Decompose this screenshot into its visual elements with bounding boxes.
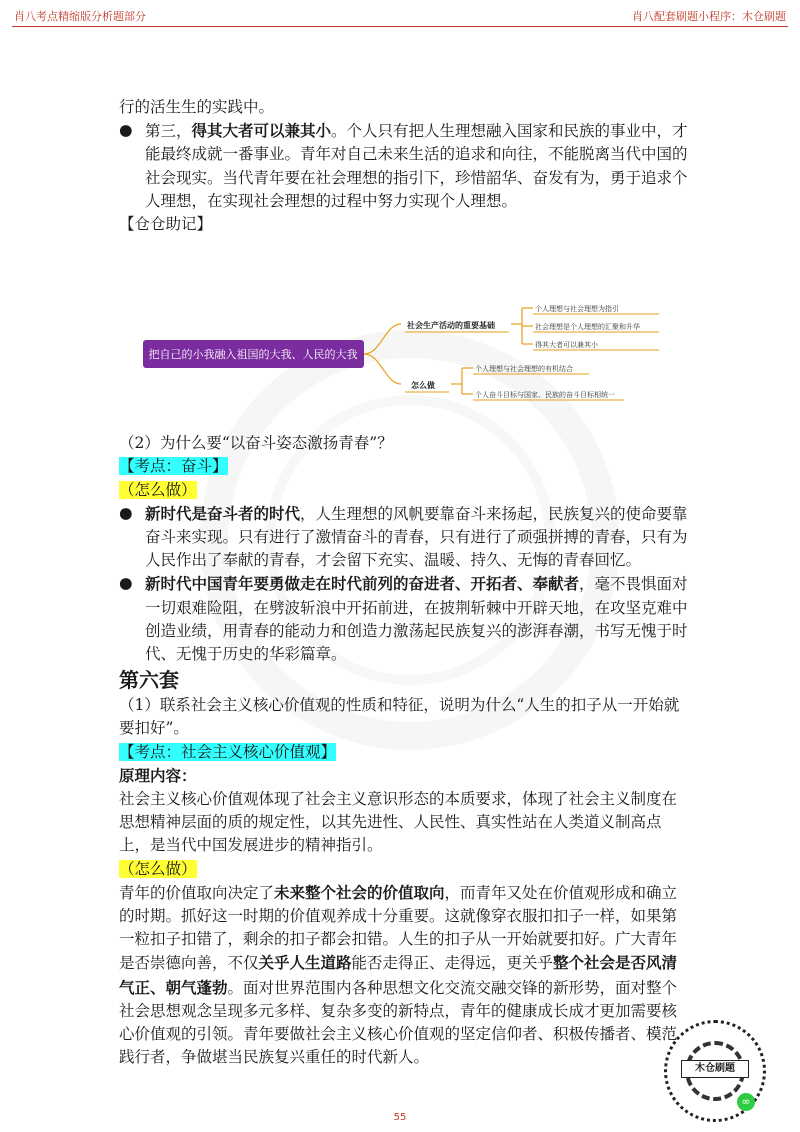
bullet-text: ，人生理想的风帆要靠奋斗来扬起，民族复兴的使命要靠奋斗来实现。只有进行了激情奋斗的青春，只有进行了顽强拼搏的青春，只有为人民作出了奉献的青春，才会留下充实、温暖、持久、无悔的青春回忆。 [145, 504, 688, 570]
principle-title: 原理内容： [119, 765, 197, 785]
mnemonic-title: 【仓仓助记】 [119, 215, 213, 234]
mindmap-leaf: 个人理想与社会理想的有机结合 [475, 365, 573, 374]
mindmap-branch-2: 怎么做 [411, 381, 435, 391]
mindmap-leaf: 个人理想与社会理想为指引 [535, 305, 619, 314]
bullet-bold: 得其大者可以兼其小 [191, 121, 332, 141]
bullet-icon: ● [119, 503, 133, 522]
mindmap-svg [119, 236, 689, 432]
bullet-text: ，毫不畏惧面对一切艰难险阻，在劈波斩浪中开拓前进，在披荆斩棘中开辟天地，在攻坚克难中创造业绩，用青春的能动力和创造力激荡起民族复兴的澎湃春潮，书写无愧于时代、无愧于历史的华彩篇章。 [145, 575, 688, 664]
header-divider [12, 26, 788, 27]
header-right: 肖八配套刷题小程序：木仓刷题 [632, 10, 786, 23]
keypoint-fendou: 【考点：奋斗】 [119, 457, 228, 476]
bullet-item [119, 572, 689, 666]
howto-label-2: （怎么做） [119, 859, 197, 878]
bullet-bold: 新时代中国青年要勇做走在时代前列的奋进者、开拓者、奉献者 [145, 574, 580, 594]
final-paragraph [119, 881, 689, 1070]
text-run: 青年的价值取向决定了 [119, 883, 275, 902]
mini-program-icon: ∞ [737, 1093, 755, 1111]
mindmap [119, 236, 689, 432]
text-run: 。面对世界范围内各种思想文化交流交融交锋的新形势，面对整个社会思想观念呈现多元多样、复杂多变的新特点，青年的健康成长成才更加需要核心价值观的引领。青年要做社会主义核心价值观的坚定信仰者、积极传播者、模范践行者，争做堪当民族复兴重任的时代新人。 [119, 978, 678, 1067]
bullet-bold: 新时代是奋斗者的时代 [145, 503, 301, 523]
page-content [119, 96, 689, 1070]
mindmap-root-label: 把自己的小我融入祖国的大我、人民的大我 [148, 348, 358, 362]
mindmap-branch-1: 社会生产活动的重要基础 [407, 321, 495, 331]
bold-run: 未来整个社会的价值取向 [274, 882, 445, 902]
paragraph: 行的活生生的实践中。 [119, 98, 275, 116]
bullet-item [119, 119, 689, 213]
question-1: （1）联系社会主义核心价值观的性质和特征，说明为什么“人生的扣子从一开始就要扣好”。 [119, 696, 680, 738]
mindmap-leaf: 社会理想是个人理想的汇聚和升华 [535, 323, 640, 332]
bullet-icon: ● [119, 121, 133, 140]
keypoint-core-values: 【考点：社会主义核心价值观】 [119, 742, 337, 761]
bullet-icon: ● [119, 574, 133, 593]
qr-label: 木仓刷题 [681, 1060, 749, 1078]
page-number: 55 [393, 1112, 407, 1123]
mindmap-leaf: 个人奋斗目标与国家、民族的奋斗目标相统一 [475, 391, 615, 400]
section-title: 第六套 [119, 668, 179, 693]
principle-text: 社会主义核心价值观体现了社会主义意识形态的本质要求，体现了社会主义制度在思想精神层面的质的规定性，以其先进性、人民性、真实性站在人类道义制高点上，是当代中国发展进步的精神指引。 [119, 790, 678, 855]
text-run: ，而青年又处在价值观形成和确立的时期。抓好这一时期的价值观养成十分重要。这就像穿衣服扣扣子一样，如果第一粒扣子扣错了，剩余的扣子都会扣错。人生的扣子从一开始就要扣好。广大青年是否崇德向善，不仅 [119, 883, 678, 973]
bullet-item [119, 502, 689, 573]
howto-label: （怎么做） [119, 480, 197, 499]
mini-program-qr-code[interactable] [664, 1020, 766, 1122]
bullet-text: 。个人只有把人生理想融入国家和民族的事业中，才能最终成就一番事业。青年对自己未来生活的追求和向往，不能脱离当代中国的社会现实。当代青年要在社会理想的指引下，珍惜韶华、奋发有为，勇于追求个人理想，在实现社会理想的过程中努力实现个人理想。 [145, 122, 688, 210]
text-run: 能否走得正、走得远，更关乎 [351, 954, 554, 973]
bullet-prefix: 第三， [145, 122, 192, 141]
header-left: 肖八考点精缩版分析题部分 [14, 10, 146, 23]
bold-run: 关乎人生道路 [258, 953, 352, 973]
bold-run: 整个社会是否风清气正、朝气蓬勃 [119, 953, 678, 997]
mindmap-leaf: 得其大者可以兼其小 [535, 341, 598, 350]
question-2: （2）为什么要“以奋斗姿态激扬青春”？ [119, 434, 393, 453]
